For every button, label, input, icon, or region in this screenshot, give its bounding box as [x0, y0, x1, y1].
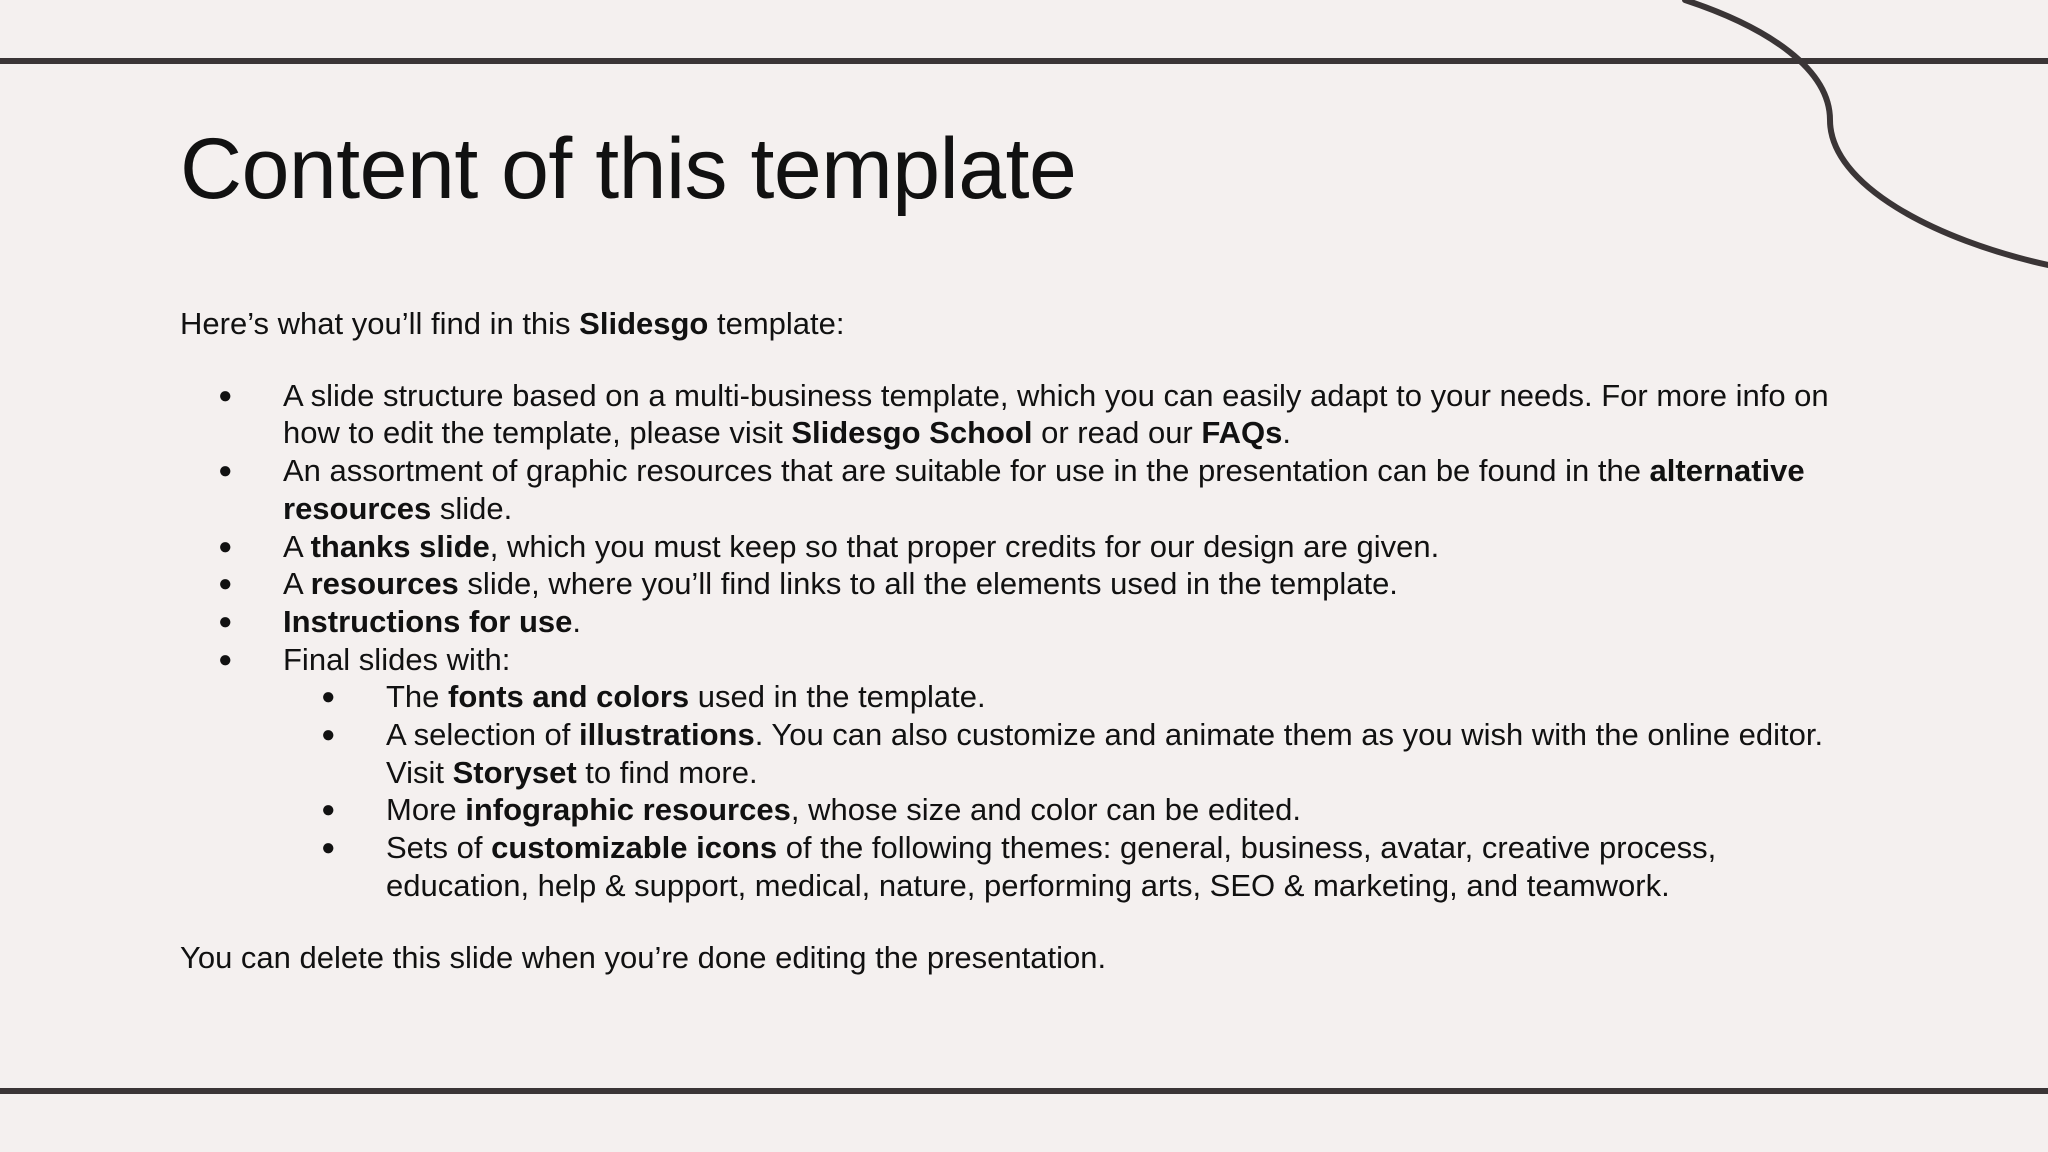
nested-list [283, 678, 1860, 904]
item-text: of the following themes: general, business, avatar, creative process, education, help & support, medical, nature, performing arts, SEO & marketing, and teamwork. [386, 830, 1717, 903]
slide-body [180, 305, 1860, 976]
item-text: slide. [431, 490, 513, 526]
content-list [180, 377, 1860, 905]
closing-paragraph: You can delete this slide when you’re done editing the presentation. [180, 939, 1107, 975]
bullet-icon: ● [321, 834, 336, 862]
item-bold: FAQs [1201, 415, 1283, 451]
list-item [180, 565, 1860, 603]
bullet-icon: ● [218, 607, 233, 635]
item-text: More [386, 792, 466, 828]
item-bold: thanks slide [310, 528, 490, 564]
item-text: A slide structure based on a multi-business template, which you can easily adapt to your needs. For more info on how to edit the template, please visit [283, 377, 1829, 451]
item-text: . [572, 603, 581, 639]
item-bold: illustrations [579, 717, 755, 753]
bullet-icon: ● [218, 570, 233, 598]
item-text: Final slides with: [283, 641, 511, 677]
list-item [180, 377, 1860, 452]
item-text: The [386, 679, 449, 715]
item-text: A [283, 566, 311, 602]
item-bold: fonts and colors [448, 679, 690, 715]
item-text: A [283, 528, 311, 564]
item-text: Sets of [386, 830, 492, 866]
item-bold: alternative resources [283, 453, 1805, 526]
bullet-icon: ● [321, 796, 336, 824]
bullet-icon: ● [321, 721, 336, 749]
item-text: An assortment of graphic resources that are suitable for use in the presentation can be found in the [283, 453, 1650, 489]
item-text: . You can also customize and animate them as you wish with the online editor. Visit [386, 717, 1824, 790]
intro-text-end: template: [708, 306, 845, 341]
slide-title: Content of this template [180, 121, 1077, 217]
item-bold: Instructions for use [283, 603, 573, 639]
item-text: , whose size and color can be edited. [790, 792, 1301, 828]
item-bold: Storyset [452, 754, 577, 790]
item-text: slide, where you’ll find links to all the elements used in the template. [458, 566, 1398, 602]
list-item [180, 452, 1860, 527]
bullet-icon: ● [218, 457, 233, 485]
item-bold: customizable icons [491, 830, 778, 866]
item-text: to find more. [576, 754, 758, 790]
bullet-icon: ● [218, 381, 233, 409]
item-bold: resources [310, 566, 459, 602]
item-text: , which you must keep so that proper credits for our design are given. [489, 528, 1440, 564]
item-text: . [1282, 415, 1291, 451]
nested-list-item [283, 678, 1860, 716]
intro-paragraph [180, 305, 1860, 343]
item-text: A selection of [386, 717, 580, 753]
nested-list-item [283, 791, 1860, 829]
bullet-icon: ● [218, 532, 233, 560]
nested-list-item [283, 829, 1860, 904]
item-bold: infographic resources [465, 792, 791, 828]
item-text: used in the template. [689, 679, 986, 715]
bullet-icon: ● [321, 683, 336, 711]
list-item [180, 603, 1860, 641]
nested-list-item [283, 716, 1860, 791]
top-divider-line [0, 58, 2048, 64]
item-bold: Slidesgo School [791, 415, 1033, 451]
intro-text: Here’s what you’ll find in this [180, 306, 580, 341]
list-item [180, 528, 1860, 566]
bottom-divider-line [0, 1088, 2048, 1094]
intro-brand: Slidesgo [579, 306, 709, 341]
item-text: or read our [1032, 415, 1202, 451]
bullet-icon: ● [218, 645, 233, 673]
list-item [180, 641, 1860, 905]
